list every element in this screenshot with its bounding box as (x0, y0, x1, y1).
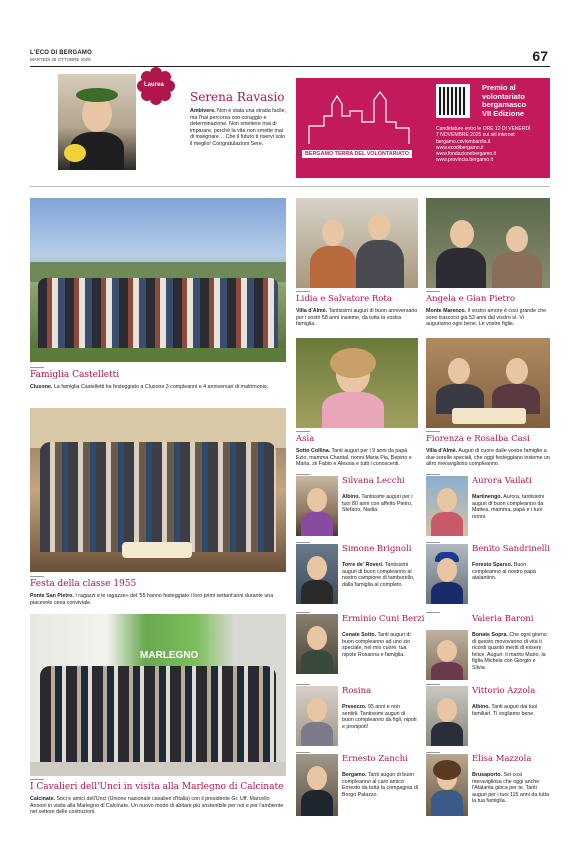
rule (426, 542, 440, 543)
brignoli-name: Simone Brignoli (342, 544, 412, 554)
graduate-place: Ambivere. (190, 108, 216, 114)
ad-link[interactable]: www.ecodibergamo.it (436, 144, 484, 151)
zanchi-name: Ernesto Zanchi (342, 754, 408, 764)
berzi-text: Cenate Sotto. Tanti auguri di buon compleanno ad uno zio speciale, nel mio cuore: tua nipote Rosanna e famiglia. (342, 632, 411, 658)
rota-photo (296, 198, 418, 288)
lecchi-text: Albino. Tantissimi auguri per i tuoi 80 anni con affetto Pietro, Stefano, Nadia. (342, 494, 413, 514)
rosina-photo (296, 686, 338, 746)
graduate-text: Ambivere. Non è stata una strada facile, ma l'hai percorsa con coraggio e determinazione. Non smettere mai di imparare, perché la vita non smette mai di insegnare… Che il futuro ti riservi solo il meglio! Congratulazioni Sere. (190, 108, 287, 147)
rota-text: Villa d'Almè. Tantissimi auguri di buon anniversario per i vostri 58 anni insieme, da tutta la vostra famiglia. (296, 308, 418, 328)
rule (296, 752, 310, 753)
asia-photo (296, 338, 418, 428)
baroni-name: Valeria Baroni (472, 614, 534, 624)
azzola-text: Albino. Tanti auguri dai tuoi familiari. Ti vogliamo bene. (472, 704, 538, 717)
rule (426, 612, 440, 613)
castelletti-name: Famiglia Castelletti (30, 370, 120, 380)
angela-photo (426, 198, 550, 288)
bergamo-skyline-icon (304, 86, 414, 146)
lecchi-name: Silvana Lecchi (342, 476, 405, 486)
sandrinelli-photo (426, 544, 468, 604)
ad-deadline: Candidature entro le ORE 12 DI VENERDÌ 7 NOVEMBRE 2025 sui siti internet bergamo.csvlombardia.it www.ecodibergamo.it www.fondazionebergamo.it www.provincia.bergamo.it (436, 126, 531, 164)
rule (30, 779, 44, 780)
ad-prize: Premio al volontariato bergamasco VII Edizione (482, 83, 527, 118)
rule (296, 291, 310, 292)
page-number: 67 (532, 48, 548, 64)
asia-name: Asia (296, 434, 315, 444)
lecchi-photo (296, 476, 338, 536)
berzi-name: Erminio Cuni Berzi (342, 614, 425, 624)
cavalieri-photo (30, 614, 286, 776)
classe-name: Festa della classe 1955 (30, 579, 137, 589)
rule (296, 474, 310, 475)
asia-text: Sotto Collina. Tanti auguri per i 9 anni da papà Ezio, mamma Chantal, nonni Maria Pia, Bepino e Maria, zii Fabio e Alessia e tutti i conoscenti. (296, 448, 412, 468)
sandrinelli-name: Benito Sandrinelli (472, 544, 550, 554)
ad-banner: BERGAMO TERRA DEL VOLONTARIATO (302, 150, 412, 158)
castelletti-photo (30, 198, 286, 362)
graduate-name: Serena Ravasio (190, 90, 285, 104)
brignoli-photo (296, 544, 338, 604)
ad-link[interactable]: bergamo.csvlombardia.it (436, 138, 491, 145)
brignoli-text: Torre de' Roveri. Tantissimi auguri di buon compleanno al nostro campione di tamburello, dalla famiglia al completo. (342, 562, 415, 588)
cavalieri-text: Calcinate. Soci e amici dell'Unci (Unione nazionale cavalieri d'Italia) con il presidente Gr. Uff. Marcello Annoni in visita alla Marlegno di Calcinate. Un nuovo modo di abitare più sostenibile per noi e per l'ambiente nel settore delle costruzioni. (30, 796, 284, 816)
azzola-name: Vittorio Azzola (472, 686, 536, 696)
rosina-text: Presezzo. 95 anni e non sentirli. Tantissimi auguri di buon compleanno da figli, nipoti e pronipoti! (342, 704, 417, 730)
rule (296, 684, 310, 685)
castelletti-text: Clusone. La famiglia Castelletti ha festeggiato a Clusone 3 compleanni e 4 anniversari di matrimonio. (30, 384, 269, 390)
ad-link[interactable]: www.provincia.bergamo.it (436, 157, 493, 164)
mazzola-text: Brusaporto. Sei così meravigliosa che oggi anche l'Atalanta gioca per te. Tanti auguri per i tuoi 115 anni da tutta la tua famiglia. (472, 772, 550, 805)
rule (30, 367, 44, 368)
baroni-text: Bonate Sopra. Che ogni giorno di questo movovanno di vita ti ricordi quanto meriti di essere felice. Auguri: il marito Mario, la figlia Michela con Giorgio e Silvia. (472, 632, 547, 671)
rule (296, 431, 310, 432)
berzi-photo (296, 614, 338, 674)
marlegno-sign: MARLEGNO (140, 650, 199, 661)
azzola-photo (426, 686, 468, 746)
rule (426, 291, 440, 292)
rule (426, 474, 440, 475)
vailati-name: Aurora Vailati (472, 476, 532, 486)
section-rule (30, 186, 550, 187)
casi-name: Fiorenza e Rosalba Casi (426, 434, 530, 444)
ad-link[interactable]: www.fondazionebergamo.it (436, 151, 497, 158)
header-rule (30, 66, 550, 67)
angela-name: Angela e Gian Pietro (426, 294, 516, 304)
classe-photo (30, 408, 286, 572)
rule (296, 542, 310, 543)
rule (426, 752, 440, 753)
zanchi-text: Bergamo. Tanti auguri di buon compleanno al caro amico Ernesto da tutta la compagnia di Borgo Palazzo. (342, 772, 418, 798)
masthead: L'ECO DI BERGAMO (30, 50, 92, 56)
casi-photo (426, 338, 550, 428)
classe-text: Ponte San Pietro. I ragazzi e le ragazze» del '55 hanno festeggiato i loro primi settant'anni durante una piacevole cena conviviale. (30, 593, 274, 606)
rule (30, 576, 44, 577)
issue-date: MARTEDÌ 28 OTTOBRE 2025 (30, 57, 91, 62)
sandrinelli-text: Foresto Sparso. Buon compleanno al nostro papà atalantino. (472, 562, 536, 582)
rota-name: Lidia e Salvatore Rota (296, 294, 392, 304)
baroni-photo (426, 630, 468, 680)
mazzola-photo (426, 754, 468, 816)
mazzola-name: Elisa Mazzola (472, 754, 532, 764)
graduate-photo (58, 74, 136, 170)
vailati-text: Martinengo. Aurora, tantissimi auguri di buon compleanno da Mattea, mamma, papà e i tuoi nonni. (472, 494, 545, 520)
casi-text: Villa d'Almè. Auguri di cuore dalle vostre famiglie a due sorelle speciali, che oggi festeggiano insieme un altro meraviglioso compleanno. (426, 448, 550, 468)
rule (426, 431, 440, 432)
zanchi-photo (296, 754, 338, 816)
cavalieri-name: I Cavalieri dell'Unci in visita alla Marlegno di Calcinate (30, 782, 284, 792)
rosina-name: Rosina (342, 686, 372, 696)
laurea-label: Laurea (144, 82, 164, 88)
volunteer-award-ad (296, 78, 550, 178)
rule (426, 684, 440, 685)
vailati-photo (426, 476, 468, 536)
qr-code (436, 84, 470, 118)
rule (296, 612, 310, 613)
angela-text: Monte Marenzo. Il vostro amore è così grande che sono trascorsi già 53 anni dal vostro sì. Vi auguriamo ogni bene. Le vostre figlie. (426, 308, 547, 328)
